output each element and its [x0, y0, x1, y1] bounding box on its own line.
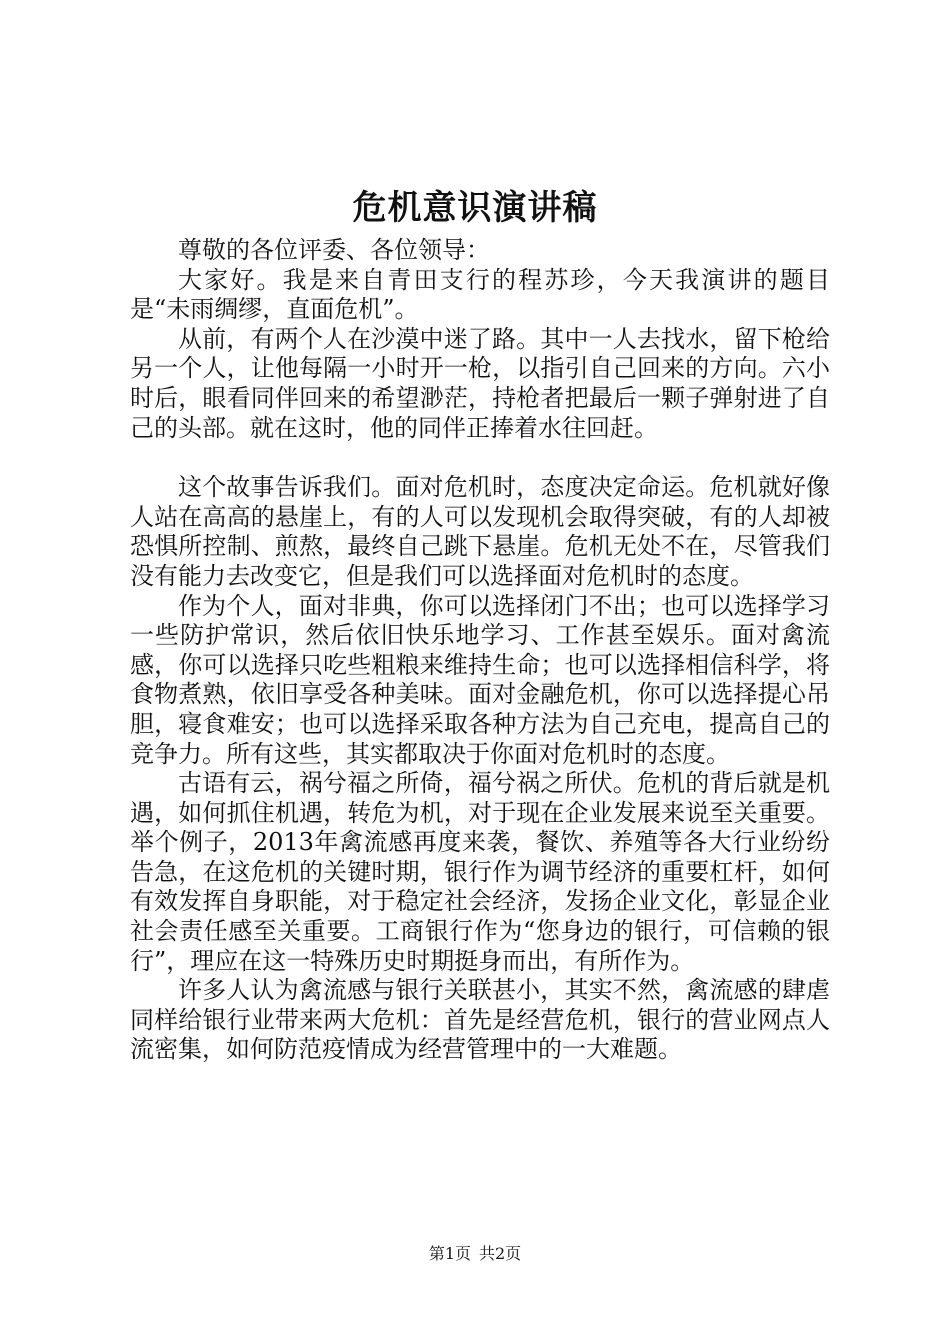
page-footer: [0, 1243, 950, 1265]
greeting-paragraph: 大家好。我是来自青田支行的程苏珍，今天我演讲的题目是“未雨绸缪，直面危机”。: [130, 265, 830, 324]
story-paragraph: 从前，有两个人在沙漠中迷了路。其中一人去找水，留下枪给另一个人，让他每隔一小时开一枪，以指引自己回来的方向。六小时后，眼看同伴回来的希望渺茫，持枪者把最后一颗子弹射进了自己的头部。就在这时，他的同伴正捧着水往回赶。: [130, 324, 830, 442]
personal-choice-paragraph: 作为个人，面对非典，你可以选择闭门不出；也可以选择学习一些防护常识，然后依旧快乐地学习、工作甚至娱乐。面对禽流感，你可以选择只吃些粗粮来维持生命；也可以选择相信科学，将食物煮熟，依旧享受各种美味。面对金融危机，你可以选择提心吊胆，寝食难安；也可以选择采取各种方法为自己充电，提高自己的竞争力。所有这些，其实都取决于你面对危机时的态度。: [130, 591, 830, 768]
lesson-paragraph: 这个故事告诉我们。面对危机时，态度决定命运。危机就好像人站在高高的悬崖上，有的人可以发现机会取得突破，有的人却被恐惧所控制、煎熬，最终自己跳下悬崖。危机无处不在，尽管我们没有能力去改变它，但是我们可以选择面对危机时的态度。: [130, 473, 830, 590]
bank-crisis-paragraph: 许多人认为禽流感与银行关联甚小，其实不然，禽流感的肆虐同样给银行业带来两大危机：首先是经营危机，银行的营业网点人流密集，如何防范疫情成为经营管理中的一大难题。: [130, 976, 830, 1064]
document-body: [130, 236, 830, 1065]
opportunity-paragraph: 古语有云，祸兮福之所倚，福兮祸之所伏。危机的背后就是机遇，如何抓住机遇，转危为机，对于现在企业发展来说至关重要。举个例子，2013年禽流感再度来袭，餐饮、养殖等各大行业纷纷告急，在这危机的关键时期，银行作为调节经济的重要杠杆，如何有效发挥自身职能，对于稳定社会经济，发扬企业文化，彰显企业社会责任感至关重要。工商银行作为“您身边的银行，可信赖的银行”，理应在这一特殊历史时期挺身而出，有所作为。: [130, 769, 830, 975]
page-number: 第1页: [428, 1244, 471, 1263]
document-title: 危机意识演讲稿: [352, 188, 598, 228]
page-total: 共2页: [479, 1244, 522, 1263]
salutation-paragraph: 尊敬的各位评委、各位领导：: [178, 236, 490, 264]
